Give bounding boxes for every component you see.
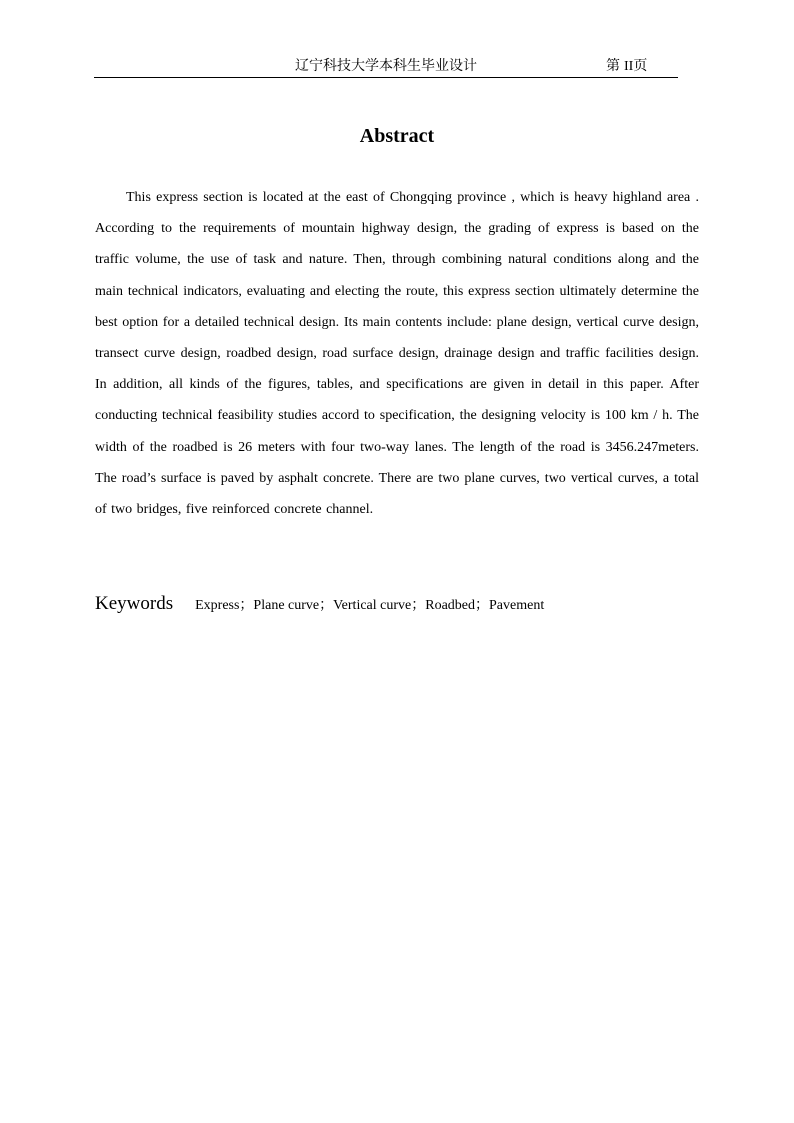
keywords-label: Keywords	[95, 593, 174, 614]
page-header	[94, 56, 678, 78]
abstract-body: This express section is located at the east of Chongqing province , which is heavy highland area . According to the requirements of mountain highway design, the grading of express is based on the traffic volume, the use of task and nature. Then, through combining natural conditions along and the main technical indicators, evaluating and electing the route, this express section ultimately determine the best option for a detailed technical design. Its main contents include: plane design, vertical curve design, transect curve design, roadbed design, road surface design, drainage design and traffic facilities design. In addition, all kinds of the figures, tables, and specifications are given in detail in this paper. After conducting technical feasibility studies accord to specification, the designing velocity is 100 km / h. The width of the roadbed is 26 meters with four two-way lanes. The length of the road is 3456.247meters. The road’s surface is paved by asphalt concrete. There are two plane curves, two vertical curves, a total of two bridges, five reinforced concrete channel.	[95, 190, 699, 518]
header-page-number	[606, 57, 647, 76]
keywords-list: Express；Plane curve；Vertical curve；Roadbed；Pavement	[195, 598, 545, 613]
abstract-title: Abstract	[359, 125, 435, 147]
header-title: 辽宁科技大学本科生毕业设计	[295, 58, 477, 74]
keywords-line	[95, 593, 544, 615]
page-suffix: 页	[633, 58, 648, 74]
page-number: II	[624, 59, 634, 74]
page-label: 第	[606, 58, 620, 74]
